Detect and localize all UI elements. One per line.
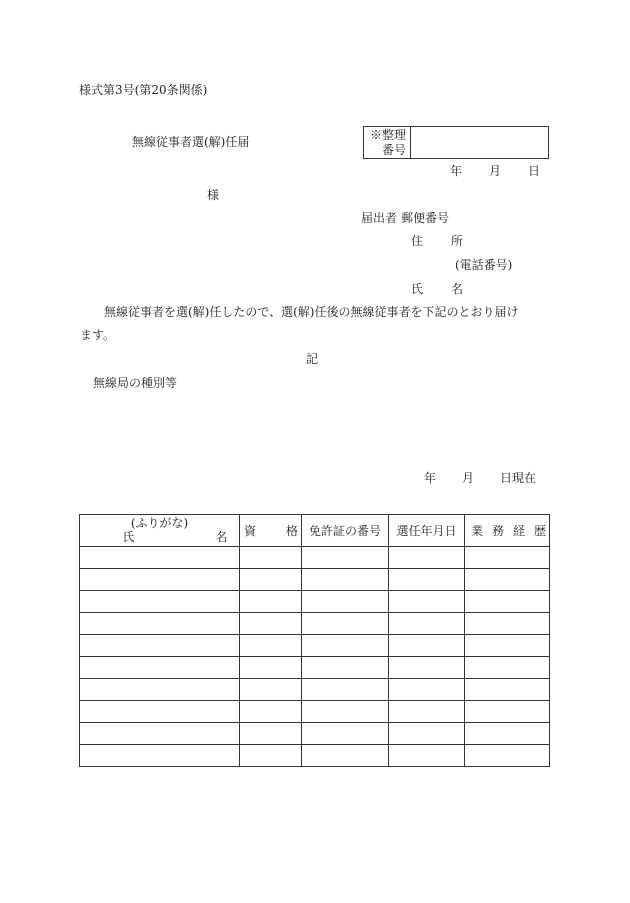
table-row	[80, 723, 550, 745]
body-text-line1: 無線従事者を選(解)任したので、選(解)任後の無線従事者を下記のとおり届け	[104, 305, 519, 319]
as-of-day-label: 日現在	[500, 471, 537, 485]
as-of-month-label: 月	[462, 471, 475, 485]
form-title: 無線従事者選(解)任届	[132, 135, 250, 149]
license-number-cell	[302, 657, 389, 679]
qualification-cell	[240, 613, 302, 635]
license-number-cell	[302, 613, 389, 635]
radio-operator-table	[79, 514, 550, 767]
career-header: 業務経歴	[471, 523, 546, 538]
qualification-cell	[240, 569, 302, 591]
table-row	[80, 569, 550, 591]
date-month-label: 月	[489, 164, 502, 178]
name-header-cell	[80, 515, 240, 547]
career-cell	[465, 745, 550, 767]
body-text-line2: ます。	[80, 328, 116, 342]
qualification-cell	[240, 635, 302, 657]
addressee-suffix: 様	[207, 188, 220, 202]
appointment-date-cell	[389, 701, 465, 723]
appointment-date-cell	[389, 635, 465, 657]
appointment-date-cell	[389, 723, 465, 745]
postal-code-label: 郵便番号	[401, 211, 450, 225]
date-day-label: 日	[528, 164, 541, 178]
table-row	[80, 591, 550, 613]
appointment-date-header: 選任年月日	[389, 515, 465, 547]
name-cell	[80, 635, 240, 657]
appointment-date-cell	[389, 569, 465, 591]
applicant-heading: 届出者	[361, 211, 398, 225]
appointment-date-cell	[389, 613, 465, 635]
table-row	[80, 547, 550, 569]
form-number: 様式第3号(第20条関係)	[79, 83, 208, 97]
name-cell	[80, 613, 240, 635]
qualification-cell	[240, 745, 302, 767]
license-number-cell	[302, 635, 389, 657]
license-number-cell	[302, 701, 389, 723]
career-cell	[465, 613, 550, 635]
appointment-date-cell	[389, 745, 465, 767]
reference-label-line1: ※整理	[369, 128, 406, 142]
qualification-cell	[240, 679, 302, 701]
qualification-cell	[240, 701, 302, 723]
career-cell	[465, 679, 550, 701]
table-body	[80, 547, 550, 767]
career-cell	[465, 701, 550, 723]
date-year-label: 年	[450, 164, 463, 178]
table-header-row	[80, 515, 550, 547]
name-cell	[80, 679, 240, 701]
license-number-cell	[302, 591, 389, 613]
qualification-cell	[240, 723, 302, 745]
address-label: 住所	[411, 234, 463, 248]
table-row	[80, 657, 550, 679]
table-row	[80, 745, 550, 767]
career-cell	[465, 635, 550, 657]
name-header: 氏名	[122, 530, 228, 544]
applicant-name-label: 氏名	[411, 282, 463, 296]
note-heading: 記	[306, 352, 319, 366]
license-number-cell	[302, 679, 389, 701]
table-row	[80, 701, 550, 723]
license-number-cell	[302, 569, 389, 591]
name-cell	[80, 569, 240, 591]
name-cell	[80, 723, 240, 745]
license-number-header: 免許証の番号	[302, 515, 389, 547]
qualification-cell	[240, 591, 302, 613]
appointment-date-cell	[389, 591, 465, 613]
appointment-date-cell	[389, 657, 465, 679]
license-number-cell	[302, 547, 389, 569]
name-cell	[80, 657, 240, 679]
career-cell	[465, 657, 550, 679]
reference-label-line2: 番号	[381, 143, 406, 157]
table-row	[80, 613, 550, 635]
phone-label: (電話番号)	[455, 258, 513, 272]
career-cell	[465, 569, 550, 591]
career-cell	[465, 723, 550, 745]
table-row	[80, 635, 550, 657]
license-number-cell	[302, 745, 389, 767]
name-cell	[80, 591, 240, 613]
appointment-date-cell	[389, 679, 465, 701]
career-cell	[465, 591, 550, 613]
career-header-cell	[465, 515, 550, 547]
reference-number-value	[411, 127, 548, 158]
station-type-label: 無線局の種別等	[93, 376, 178, 390]
appointment-date-cell	[389, 547, 465, 569]
career-cell	[465, 547, 550, 569]
qualification-cell	[240, 547, 302, 569]
table-row	[80, 679, 550, 701]
reference-number-label	[364, 127, 411, 158]
qualification-header-cell	[240, 515, 302, 547]
qualification-cell	[240, 657, 302, 679]
name-cell	[80, 701, 240, 723]
furigana-header: (ふりがな)	[130, 516, 189, 530]
reference-number-box	[363, 126, 549, 159]
as-of-year-label: 年	[424, 471, 437, 485]
name-cell	[80, 547, 240, 569]
name-cell	[80, 745, 240, 767]
qualification-header: 資格	[244, 523, 298, 538]
license-number-cell	[302, 723, 389, 745]
